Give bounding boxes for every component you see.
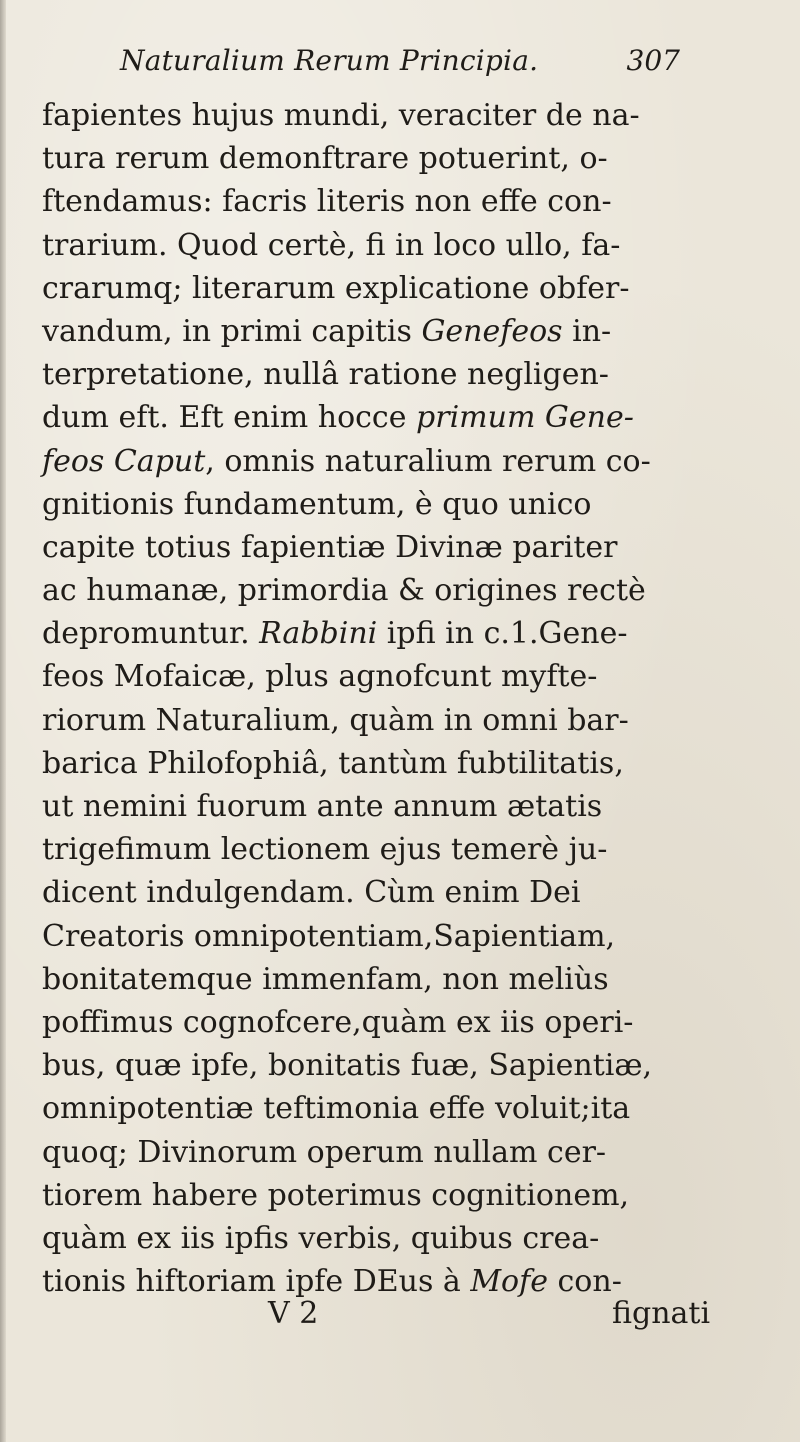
- text-line: [42, 1174, 762, 1217]
- text-segment: , omnis naturalium rerum co-: [205, 443, 651, 479]
- text-segment: Creatoris omnipotentiam,Sapientiam,: [42, 918, 616, 954]
- text-line: [42, 94, 762, 137]
- text-segment: capite totius fapientiæ Divinæ pariter: [42, 529, 618, 565]
- text-line: [42, 526, 762, 569]
- text-segment: quàm ex iis ipfis verbis, quibus crea-: [42, 1220, 600, 1256]
- text-line: [42, 1087, 762, 1130]
- text-segment: tionis hiftoriam ipfe DEus à: [42, 1264, 471, 1300]
- text-segment: barica Philofophiâ, tantùm fubtilitatis,: [42, 745, 624, 781]
- text-segment: bus, quæ ipfe, bonitatis fuæ, Sapientiæ,: [42, 1048, 653, 1084]
- text-segment: terpretatione, nullâ ratione negligen-: [42, 357, 609, 393]
- text-segment: ut nemini fuorum ante annum ætatis: [42, 789, 603, 824]
- text-line: [42, 612, 762, 655]
- text-segment: fapientes hujus mundi, veraciter de na-: [42, 98, 640, 133]
- text-line: [42, 785, 762, 828]
- text-segment: dum eft. Eft enim hocce: [42, 400, 417, 436]
- running-head: [120, 44, 680, 84]
- text-segment: riorum Naturalium, quàm in omni bar-: [42, 702, 629, 738]
- text-segment: feos Mofaicæ, plus agnofcunt myfte-: [42, 659, 598, 695]
- text-segment: vandum, in primi capitis: [42, 313, 422, 349]
- text-line: [42, 828, 762, 871]
- text-line: [42, 1131, 762, 1174]
- text-segment: crarumq; literarum explicatione obfer-: [42, 270, 630, 306]
- running-title: Naturalium Rerum Principia.: [120, 44, 539, 77]
- text-line: [42, 440, 762, 483]
- text-segment: ipfi in c.1.Gene-: [377, 616, 628, 652]
- text-line: [42, 224, 762, 267]
- text-segment: ac humanæ, primordia & origines rectè: [42, 573, 646, 609]
- text-line: [42, 137, 762, 180]
- catchword: fignati: [612, 1296, 711, 1331]
- text-line: [42, 310, 762, 353]
- text-line: [42, 871, 762, 914]
- text-segment: tura rerum demonftrare potuerint, o-: [42, 141, 608, 177]
- text-line: [42, 958, 762, 1001]
- text-segment: dicent indulgendam. Cùm enim Dei: [42, 875, 581, 911]
- page-number: 307: [626, 44, 680, 77]
- text-segment: trarium. Quod certè, fi in loco ullo, fa-: [42, 227, 621, 263]
- body-text: [42, 94, 762, 1303]
- page-gutter-edge: [0, 0, 6, 1442]
- text-line: [42, 180, 762, 223]
- text-line: [42, 483, 762, 526]
- text-segment: depromuntur.: [42, 616, 260, 652]
- text-segment: tiorem habere poterimus cognitionem,: [42, 1177, 630, 1213]
- italic-text: Mofe: [470, 1264, 548, 1300]
- italic-text: Genefeos: [421, 313, 563, 349]
- text-line: [42, 1217, 762, 1260]
- text-line: [42, 699, 762, 742]
- italic-text: Rabbini: [259, 616, 378, 652]
- text-segment: con-: [547, 1264, 622, 1300]
- page-footer: [0, 1296, 800, 1340]
- text-segment: bonitatemque immenfam, non meliùs: [42, 961, 609, 997]
- text-line: [42, 742, 762, 785]
- text-line: [42, 396, 762, 439]
- text-segment: trigefimum lectionem ejus temerè ju-: [42, 832, 608, 868]
- text-line: [42, 267, 762, 310]
- italic-text: primum Gene-: [416, 400, 634, 436]
- text-line: [42, 1044, 762, 1087]
- text-segment: quoq; Divinorum operum nullam cer-: [42, 1134, 607, 1170]
- signature-mark: V 2: [268, 1296, 319, 1331]
- text-segment: gnitionis fundamentum, è quo unico: [42, 486, 592, 522]
- italic-text: feos Caput: [42, 443, 206, 479]
- text-line: [42, 353, 762, 396]
- text-line: [42, 569, 762, 612]
- text-segment: poffimus cognofcere,quàm ex iis operi-: [42, 1004, 634, 1040]
- text-segment: ftendamus: facris literis non effe con-: [42, 184, 612, 220]
- text-line: [42, 655, 762, 698]
- text-segment: omnipotentiæ teftimonia effe voluit;ita: [42, 1091, 631, 1127]
- text-line: [42, 1001, 762, 1044]
- text-segment: in-: [562, 313, 612, 349]
- text-line: [42, 915, 762, 958]
